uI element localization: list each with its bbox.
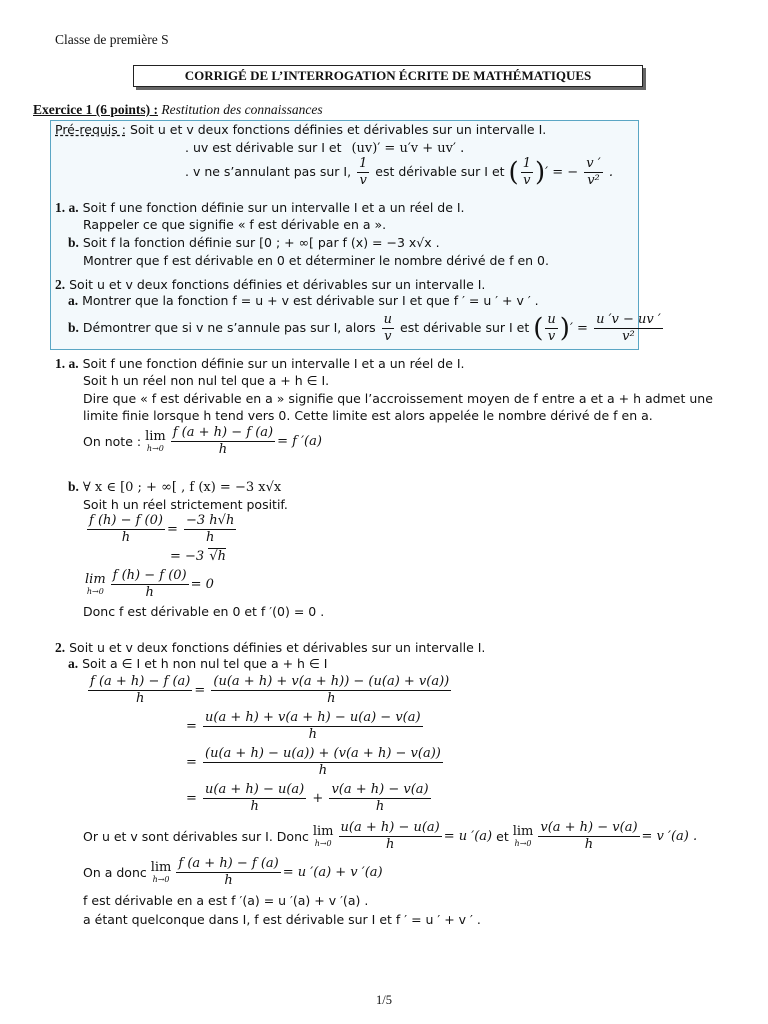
ans1b-line-2: Soit h un réel strictement positif.	[83, 497, 288, 512]
q1a-line-1	[55, 200, 465, 216]
q2a-label: a.	[68, 293, 79, 308]
ans2-line-1	[55, 640, 485, 656]
ans2-on-a-donc: On a donc	[83, 865, 147, 880]
ans1a-text-1: Soit f une fonction définie sur un intervalle I et a un réel de I.	[82, 356, 465, 371]
ans1a-definition: On note : lim h→0 $\frac{f (a + h) - f (a)}{h}$ = f ′(a)	[83, 425, 322, 457]
ans1a-line-2: Soit h un réel non nul tel que a + h ∈ I.	[83, 373, 330, 388]
prereq-line-2: . uv est dérivable sur I et (uv)′ = u′v + uv′ .	[185, 140, 465, 156]
q1b-label: b.	[68, 235, 79, 250]
ans1b-limit: lim h→0 $\frac{f (h) - f (0)}{h}$ = 0	[85, 568, 214, 600]
exercise-number: Exercice 1 (6 points) :	[33, 102, 158, 117]
q2-text: Soit u et v deux fonctions définies et dérivables sur un intervalle I.	[69, 277, 486, 292]
prereq-line-3: . v ne s’annulant pas sur I, $\frac{1}{v}$ est dérivable sur I et ( $\frac{1}{v}$ )′ = − $\frac{v '}{\text{v²}}$ .	[185, 156, 613, 188]
ans2-limits: Or u et v sont dérivables sur I. Donc lim h→0 $\frac{u(a + h) - u(a)}{h}$ = u ′(a) et lim h→0 $\frac{v(a + h) - v(a)}{h}$ = v ′(a) .	[83, 820, 698, 852]
q2a-text: Montrer que la fonction f = u + v est dérivable sur I et que f ′ = u ′ + v ′ .	[82, 293, 539, 308]
q1a-line-2: Rappeler ce que signifie « f est dérivable en a ».	[83, 217, 387, 232]
ans2-step-1: $\frac{f (a + h) - f (a)}{h}$ = $\frac{(u(a + h) + v(a + h)) - (u(a) + v(a))}{h}$	[90, 674, 450, 706]
ans1b-line-1	[68, 479, 281, 495]
u-over-v: $\frac{u}{v}$	[383, 312, 393, 344]
page-number: 1/5	[376, 993, 392, 1007]
prereq-text-1: Soit u et v deux fonctions définies et dérivables sur un intervalle I.	[129, 122, 547, 137]
q2-line-1	[55, 277, 485, 293]
ans2a-line	[68, 656, 328, 672]
exercise-subtitle: Restitution des connaissances	[161, 102, 323, 117]
prereq-line-1	[55, 122, 546, 137]
prereq-v-text: v ne s’annulant pas sur I,	[192, 164, 352, 179]
q1a-text: Soit f une fonction définie sur un intervalle I et a un réel de I.	[82, 200, 465, 215]
q2b-text-b: est dérivable sur I et	[400, 320, 530, 335]
one-over-v-derivative: ( $\frac{1}{v}$ )′ = − $\frac{v '}{\text{v²}}$ .	[508, 156, 613, 188]
prereq-uv-formula: (uv)′ = u′v + uv′ .	[351, 141, 465, 156]
ans2-step-3: = $\frac{(u(a + h) - u(a)) + (v(a + h) - v(a))}{h}$	[186, 746, 441, 778]
prereq-v-derivative-text: est dérivable sur I et	[375, 164, 505, 179]
page-title: CORRIGÉ DE L’INTERROGATION ÉCRITE DE MATHÉMATIQUES	[133, 65, 643, 87]
ans1b-function: ∀ x ∈ [0 ; + ∞[ , f (x) = −3 x√x	[82, 480, 282, 495]
ans1b-label: b.	[68, 479, 79, 494]
q1a-label: 1. a.	[55, 200, 79, 215]
ans1a-label: 1. a.	[55, 356, 79, 371]
ans2-step-4: = $\frac{u(a + h) - u(a)}{h}$ + $\frac{v(a + h) - v(a)}{h}$	[186, 782, 429, 814]
exercise-heading	[33, 102, 323, 118]
ans2-sum-limit: On a donc lim h→0 $\frac{f (a + h) - f (a)}{h}$ = u ′(a) + v ′(a)	[83, 856, 383, 888]
ans2-derivable-at-a: f est dérivable en a est f ′(a) = u ′(a) + v ′(a) .	[83, 893, 369, 908]
ans2-text: Soit u et v deux fonctions définies et dérivables sur un intervalle I.	[69, 640, 486, 655]
ans2-or-text: Or u et v sont dérivables sur I. Donc	[83, 829, 309, 844]
prereq-label: Pré-requis :	[55, 122, 126, 137]
one-over-v: $\frac{1}{v}$	[359, 156, 368, 188]
quotient-derivative: ( $\frac{u}{v}$ )′ = $\frac{u 'v - uv '}{\text{v²}}$	[533, 312, 661, 344]
ans2-step-2: = $\frac{u(a + h) + v(a + h) - u(a) - v(a)}{h}$	[186, 710, 421, 742]
q2b-line	[68, 312, 665, 345]
ans2a-label: a.	[68, 656, 79, 671]
ans1a-line-3: Dire que « f est dérivable en a » signifie que l’accroissement moyen de f entre a et a + h admet une	[83, 391, 713, 406]
q2b-label: b.	[68, 320, 79, 335]
q2a-line	[68, 293, 539, 309]
ans2-et: et	[496, 829, 509, 844]
ans1a-line-1	[55, 356, 465, 372]
q1b-line-1	[68, 235, 440, 251]
q1b-text: Soit f la fonction définie sur [0 ; + ∞[ par f (x) = −3 x√x .	[82, 235, 440, 250]
prereq-uv: uv est dérivable sur I et	[192, 140, 342, 155]
ans2-conclusion: a étant quelconque dans I, f est dérivable sur I et f ′ = u ′ + v ′ .	[83, 912, 481, 927]
ans2-label: 2.	[55, 640, 66, 655]
ans2a-text: Soit a ∈ I et h non nul tel que a + h ∈ I	[82, 656, 328, 671]
ans1b-conclusion: Donc f est dérivable en 0 et f ′(0) = 0 .	[83, 604, 325, 619]
ans1b-rate-simplified: = −3 √h	[170, 549, 226, 564]
class-label: Classe de première S	[55, 32, 169, 47]
ans1b-rate: $\frac{f (h) - f (0)}{h}$ = $\frac{-3 h√h}{h}$	[89, 513, 235, 545]
q1b-line-2: Montrer que f est dérivable en 0 et déterminer le nombre dérivé de f en 0.	[83, 253, 549, 268]
q2b-text-a: Démontrer que si v ne s’annule pas sur I, alors	[82, 320, 376, 335]
ans1a-note: On note :	[83, 434, 142, 449]
ans1a-line-4: limite finie lorsque h tend vers 0. Cette limite est alors appelée le nombre dérivé de f en a.	[83, 408, 653, 423]
q2-label: 2.	[55, 277, 66, 292]
